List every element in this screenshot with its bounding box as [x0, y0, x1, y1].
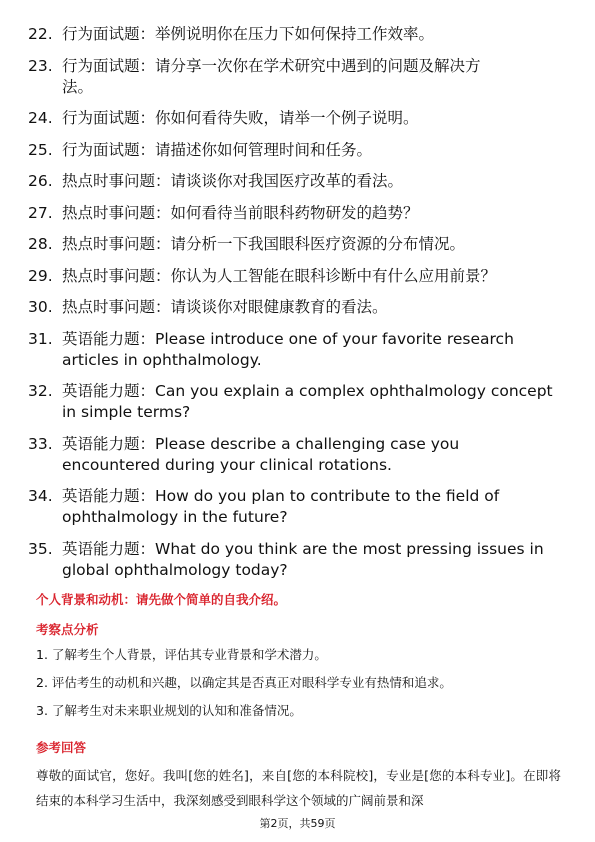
- question-item: [28, 56, 568, 98]
- question-item: [28, 486, 568, 528]
- question-text: 英语能力题：Please describe a challenging case you encountered during your clinical rotations.: [62, 434, 460, 474]
- question-text: 英语能力题：What do you think are the most pressing issues in global ophthalmology today?: [62, 539, 544, 579]
- question-text: 英语能力题：Please introduce one of your favorite research articles in ophthalmology.: [62, 329, 514, 369]
- main-question: 个人背景和动机：请先做个简单的自我介绍。: [36, 592, 287, 607]
- analysis-item: 3. 了解考生对未来职业规划的认知和准备情况。: [36, 703, 302, 718]
- question-item: [28, 381, 568, 423]
- question-number: 29.: [28, 266, 53, 285]
- question-number: 24.: [28, 109, 53, 127]
- question-number: 27.: [28, 203, 53, 222]
- question-item: [28, 434, 568, 476]
- question-item: [28, 203, 568, 224]
- question-item: [28, 266, 568, 287]
- page-footer: 第2页，共59页: [259, 817, 336, 830]
- question-number: 23.: [28, 56, 53, 75]
- question-number: 22.: [28, 25, 53, 43]
- question-number: 34.: [28, 487, 53, 505]
- answer-heading: 参考回答: [36, 740, 87, 755]
- question-item: [28, 108, 568, 129]
- question-text: 热点时事问题：你认为人工智能在眼科诊断中有什么应用前景？: [62, 266, 497, 285]
- question-item: [28, 539, 568, 581]
- question-text: 英语能力题：How do you plan to contribute to the field of ophthalmology in the future?: [62, 487, 500, 526]
- question-number: 35.: [28, 539, 53, 558]
- question-number: 25.: [28, 140, 53, 159]
- question-item: [28, 297, 568, 318]
- question-number: 28.: [28, 235, 53, 253]
- question-text: 热点时事问题：请谈谈你对我国医疗改革的看法。: [62, 172, 404, 190]
- analysis-item: 1. 了解考生个人背景，评估其专业背景和学术潜力。: [36, 647, 327, 662]
- question-number: 26.: [28, 172, 53, 190]
- question-number: 32.: [28, 382, 53, 400]
- question-item: [28, 329, 568, 371]
- question-text: 行为面试题：你如何看待失败，请举一个例子说明。: [62, 109, 419, 127]
- question-number: 31.: [28, 329, 53, 348]
- question-item: [28, 24, 568, 45]
- analysis-heading: 考察点分析: [36, 622, 99, 637]
- question-list: [28, 24, 568, 591]
- question-text: 热点时事问题：如何看待当前眼科药物研发的趋势？: [62, 203, 419, 222]
- analysis-item: 2. 评估考生的动机和兴趣，以确定其是否真正对眼科学专业有热情和追求。: [36, 675, 452, 690]
- question-number: 30.: [28, 298, 53, 316]
- analysis-list: [36, 646, 561, 730]
- question-item: [28, 171, 568, 192]
- question-item: [28, 234, 568, 255]
- question-text: 行为面试题：举例说明你在压力下如何保持工作效率。: [62, 25, 435, 43]
- question-text: 英语能力题：Can you explain a complex ophthalmology concept in simple terms?: [62, 382, 553, 421]
- question-text: 行为面试题：请分享一次你在学术研究中遇到的问题及解决方 法。: [62, 56, 481, 96]
- answer-body: 尊敬的面试官，您好。我叫[您的姓名]，来自[您的本科院校]，专业是[您的本科专业]。在即将结束的本科学习生活中，我深刻感受到眼科学这个领域的广阔前景和深: [36, 768, 561, 808]
- question-item: [28, 140, 568, 161]
- question-text: 行为面试题：请描述你如何管理时间和任务。: [62, 140, 373, 159]
- question-number: 33.: [28, 434, 53, 453]
- question-text: 热点时事问题：请分析一下我国眼科医疗资源的分布情况。: [62, 235, 466, 253]
- question-text: 热点时事问题：请谈谈你对眼健康教育的看法。: [62, 298, 388, 316]
